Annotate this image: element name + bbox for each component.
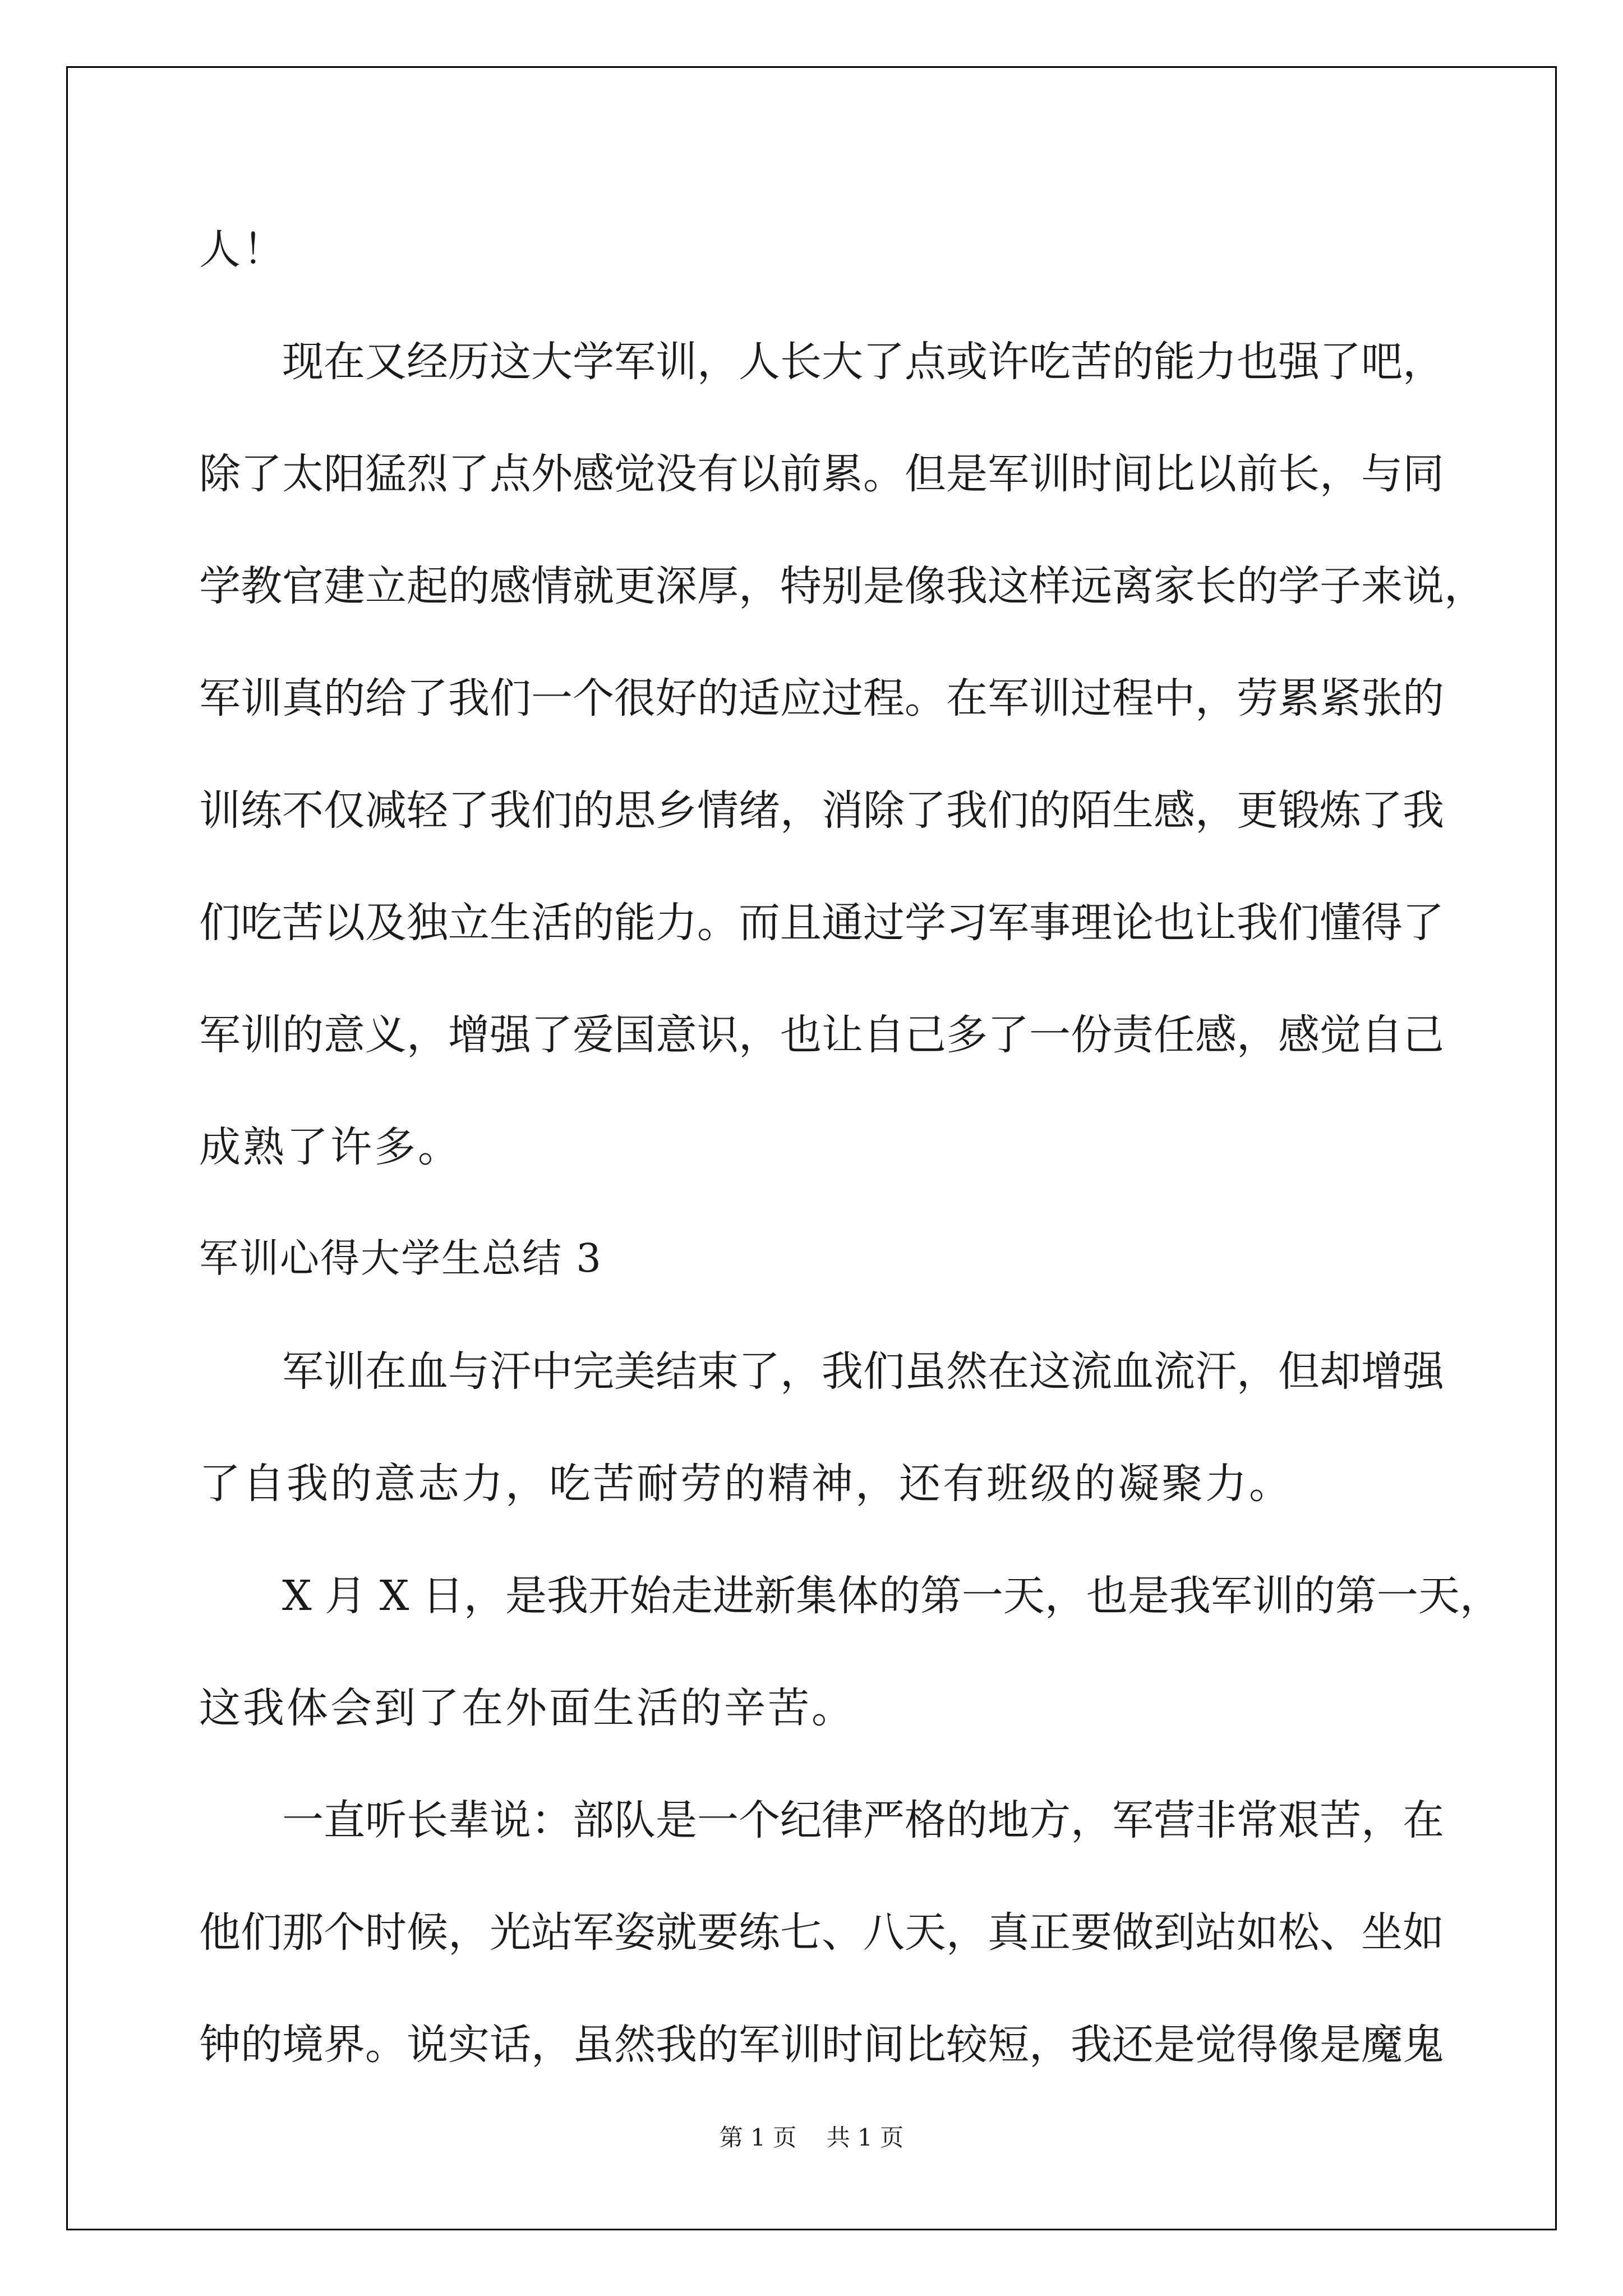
- paragraph-first-line: 一直听长辈说：部队是一个纪律严格的地方，军营非常艰苦，在: [282, 1796, 1444, 1844]
- text-line: 钟的境界。说实话，虽然我的军训时间比较短，我还是觉得像是魔鬼: [199, 2021, 1444, 2069]
- text-line: 人！: [199, 226, 287, 274]
- text-line: 们吃苦以及独立生活的能力。而且通过学习军事理论也让我们懂得了: [199, 899, 1444, 947]
- page-number-footer: 第 1 页 共 1 页: [719, 2124, 904, 2151]
- text-line: 军训真的给了我们一个很好的适应过程。在军训过程中，劳累紧张的: [199, 674, 1444, 723]
- section-heading: 军训心得大学生总结 3: [199, 1235, 602, 1281]
- text-line: 了自我的意志力，吃苦耐劳的精神，还有班级的凝聚力。: [199, 1460, 1293, 1508]
- paragraph-first-line: X 月 X 日，是我开始走进新集体的第一天，也是我军训的第一天，: [282, 1572, 1501, 1620]
- text-line: 除了太阳猛烈了点外感觉没有以前累。但是军训时间比以前长，与同: [199, 450, 1444, 498]
- text-line: 军训的意义，增强了爱国意识，也让自己多了一份责任感，感觉自己: [199, 1011, 1444, 1059]
- text-line: 他们那个时候，光站军姿就要练七、八天，真正要做到站如松、坐如: [199, 1908, 1444, 1957]
- paragraph-first-line: 现在又经历这大学军训，人长大了点或许吃苦的能力也强了吧，: [282, 338, 1444, 386]
- text-line: 训练不仅减轻了我们的思乡情绪，消除了我们的陌生感，更锻炼了我: [199, 786, 1444, 835]
- text-line: 成熟了许多。: [199, 1123, 462, 1171]
- text-line: 学教官建立起的感情就更深厚，特别是像我这样远离家长的学子来说，: [199, 562, 1486, 610]
- paragraph-first-line: 军训在血与汗中完美结束了，我们虽然在这流血流汗，但却增强: [282, 1347, 1444, 1396]
- text-line: 这我体会到了在外面生活的辛苦。: [199, 1684, 855, 1732]
